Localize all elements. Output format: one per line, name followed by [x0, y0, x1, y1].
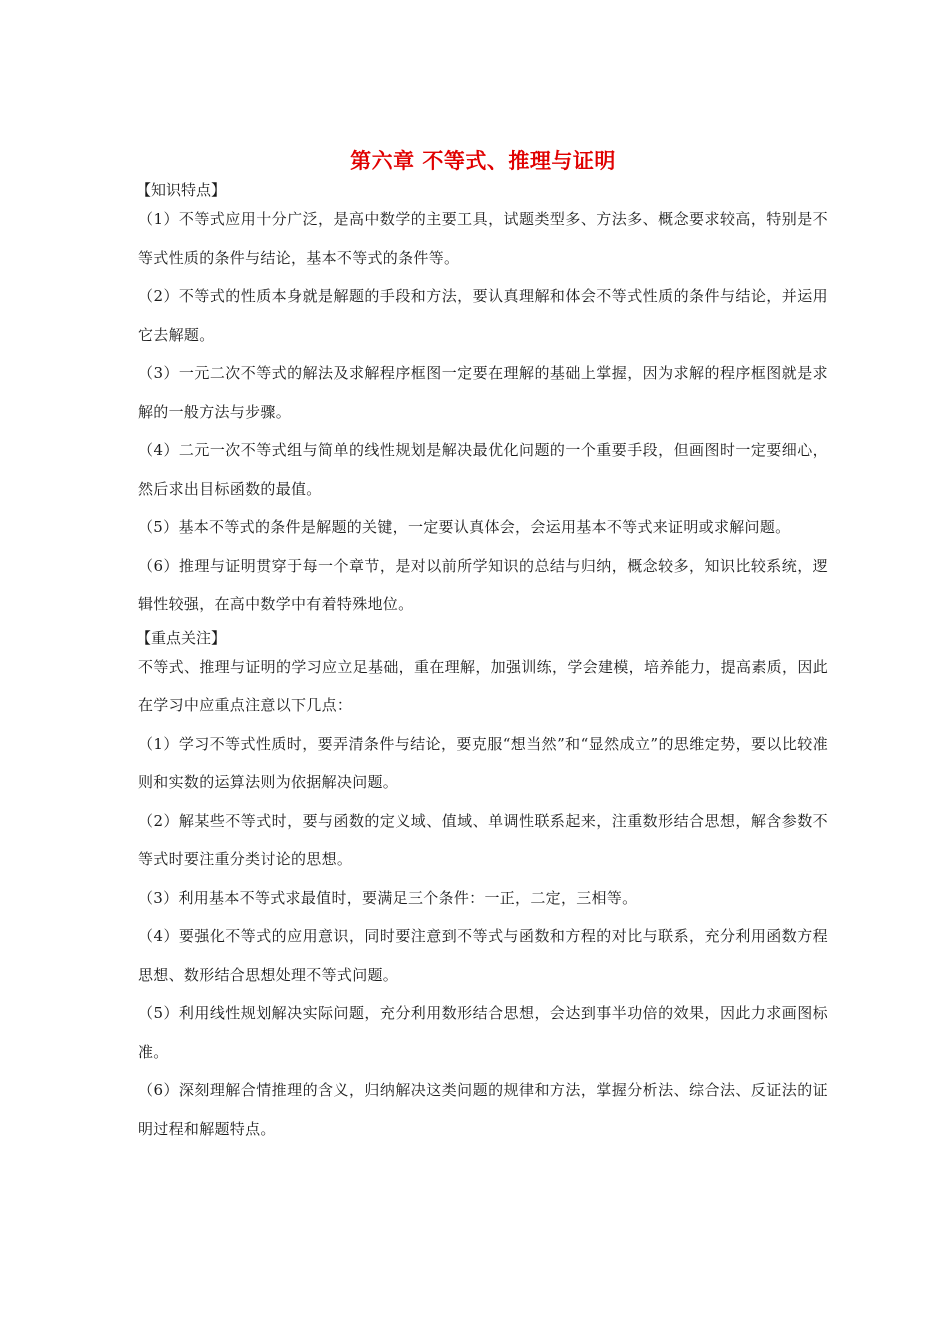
chapter-title: 第六章 不等式、推理与证明: [350, 148, 616, 173]
key-focus-item-6: （6）深刻理解合情推理的含义，归纳解决这类问题的规律和方法，掌握分析法、综合法、反证法的证明过程和解题特点。: [138, 1081, 828, 1138]
key-focus-item-1: （1）学习不等式性质时，要弄清条件与结论，要克服“想当然”和“显然成立”的思维定势，要以比较准则和实数的运算法则为依据解决问题。: [138, 734, 828, 791]
section-heading-key-focus: 【重点关注】: [136, 628, 227, 647]
document-page: [138, 146, 828, 1148]
knowledge-item-6: （6）推理与证明贯穿于每一个章节，是对以前所学知识的总结与归纳，概念较多，知识比较系统，逻辑性较强，在高中数学中有着特殊地位。: [138, 556, 828, 613]
key-focus-item-3: （3）利用基本不等式求最值时，要满足三个条件：一正，二定，三相等。: [138, 888, 638, 907]
knowledge-item-2: （2）不等式的性质本身就是解题的手段和方法，要认真理解和体会不等式性质的条件与结论，并运用它去解题。: [138, 287, 828, 344]
knowledge-item-1: （1）不等式应用十分广泛，是高中数学的主要工具，试题类型多、方法多、概念要求较高，特别是不等式性质的条件与结论，基本不等式的条件等。: [138, 210, 828, 267]
knowledge-item-5: （5）基本不等式的条件是解题的关键，一定要认真体会，会运用基本不等式来证明或求解问题。: [138, 518, 791, 536]
key-focus-item-2: （2）解某些不等式时，要与函数的定义域、值域、单调性联系起来，注重数形结合思想，解含参数不等式时要注重分类讨论的思想。: [138, 811, 828, 868]
knowledge-item-3: （3）一元二次不等式的解法及求解程序框图一定要在理解的基础上掌握，因为求解的程序框图就是求解的一般方法与步骤。: [138, 364, 828, 421]
section-heading-knowledge-features: 【知识特点】: [136, 181, 227, 199]
knowledge-item-4: （4）二元一次不等式组与简单的线性规划是解决最优化问题的一个重要手段，但画图时一定要细心，然后求出目标函数的最值。: [138, 441, 828, 498]
key-focus-intro: 不等式、推理与证明的学习应立足基础，重在理解，加强训练，学会建模，培养能力，提高素质，因此在学习中应重点注意以下几点：: [138, 657, 828, 714]
key-focus-item-5: （5）利用线性规划解决实际问题，充分利用数形结合思想，会达到事半功倍的效果，因此力求画图标准。: [138, 1004, 828, 1061]
key-focus-item-4: （4）要强化不等式的应用意识，同时要注意到不等式与函数和方程的对比与联系，充分利用函数方程思想、数形结合思想处理不等式问题。: [138, 927, 828, 984]
